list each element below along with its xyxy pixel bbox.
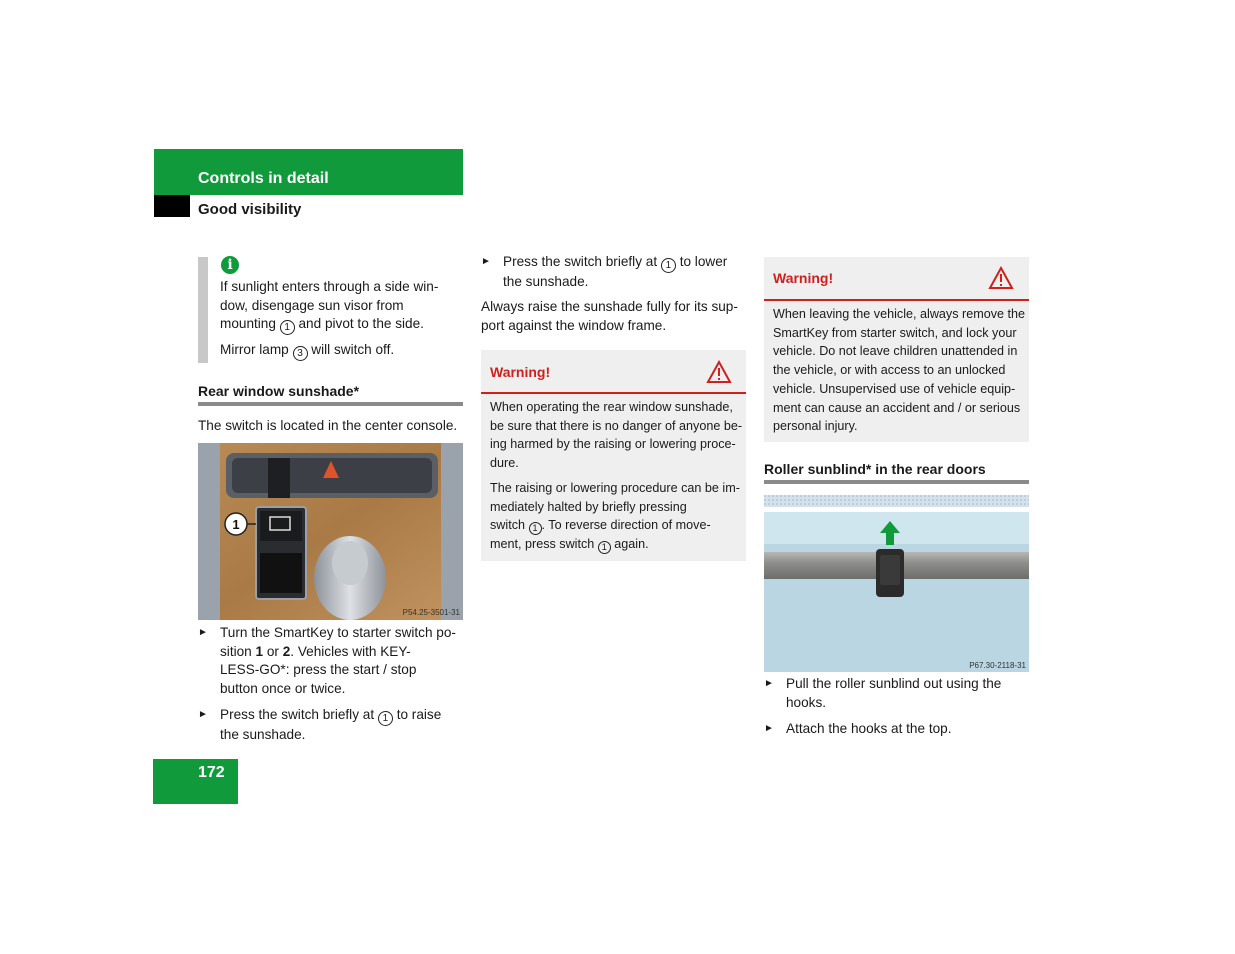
warning-box (481, 350, 746, 561)
callout-3: 3 (293, 346, 308, 361)
rear-sunshade-title: Rear window sunshade* (198, 383, 360, 399)
rear-sunshade-intro: The switch is located in the center console. (198, 418, 458, 433)
warning-triangle-icon (988, 266, 1014, 290)
roller-sunblind-figure (764, 495, 1029, 672)
page-number-tab (153, 759, 238, 804)
page-number: 172 (198, 764, 225, 781)
figure-callout-1: 1 (232, 517, 240, 532)
warning-text: When leaving the vehicle, always remove the SmartKey from starter switch, and lock your vehicle. Do not leave children unattended in the vehicle, or with access to an unlocked vehicle. Unsupervised use of vehicle equip- ment can cause an accident and / or serious personal injury. (773, 307, 1026, 434)
warning-triangle-icon (706, 360, 732, 384)
step-list-item: ► Press the switch briefly at 1 to lower the sunshade. (481, 254, 728, 289)
warning-heading: Warning! (773, 270, 834, 286)
sunshade-note: Always raise the sunshade fully for its sup- port against the window frame. (481, 299, 738, 333)
section-title: Good visibility (198, 201, 302, 218)
console-illustration (198, 443, 463, 620)
step-list-item: ► Press the switch briefly at 1 to raise the sunshade. (198, 707, 442, 742)
figure-caption: P54.25-3501-31 (402, 608, 460, 617)
warning-heading: Warning! (490, 364, 551, 380)
warning-rule (481, 392, 746, 394)
info-box-bar (198, 257, 208, 363)
step-list-item: ► Attach the hooks at the top. (764, 720, 952, 739)
center-console-figure (198, 443, 463, 620)
bullet-arrow-icon: ► (764, 723, 774, 734)
warning-rule (764, 299, 1029, 301)
info-text-mirror: Mirror lamp 3 will switch off. (220, 342, 395, 359)
bullet-arrow-icon: ► (198, 709, 208, 720)
info-icon: i (221, 256, 239, 274)
chapter-title: Controls in detail (198, 170, 329, 187)
section-rule (198, 402, 463, 406)
section-marker (154, 195, 190, 217)
figure-caption: P67.30-2118-31 (969, 661, 1026, 670)
step-list-item: ► Turn the SmartKey to starter switch po- sition 1 or 2. Vehicles with KEY- LESS-GO*: press the start / stop button once or twice. (198, 625, 456, 696)
bullet-arrow-icon: ► (481, 256, 491, 267)
info-text: If sunlight enters through a side win- dow, disengage sun visor from mounting 1 and pivot to the side. (220, 279, 439, 333)
bullet-arrow-icon: ► (198, 627, 208, 638)
step-list-item: ► Pull the roller sunblind out using the hooks. (764, 676, 1002, 710)
callout-1: 1 (280, 320, 295, 335)
warning-box (764, 257, 1029, 442)
bullet-arrow-icon: ► (764, 678, 774, 689)
warning-text: When operating the rear window sunshade, be sure that there is no danger of anyone be- ing harmed by the raising or lowering proce- dure. The raising or lowering procedure can be im- mediately halted by briefly pressing switch 1 . To reverse direction of move- ment, press switch 1 again. (490, 400, 743, 553)
sunblind-illustration (764, 495, 1029, 672)
section-rule (764, 480, 1029, 484)
roller-sunblind-title: Roller sunblind* in the rear doors (764, 461, 986, 477)
